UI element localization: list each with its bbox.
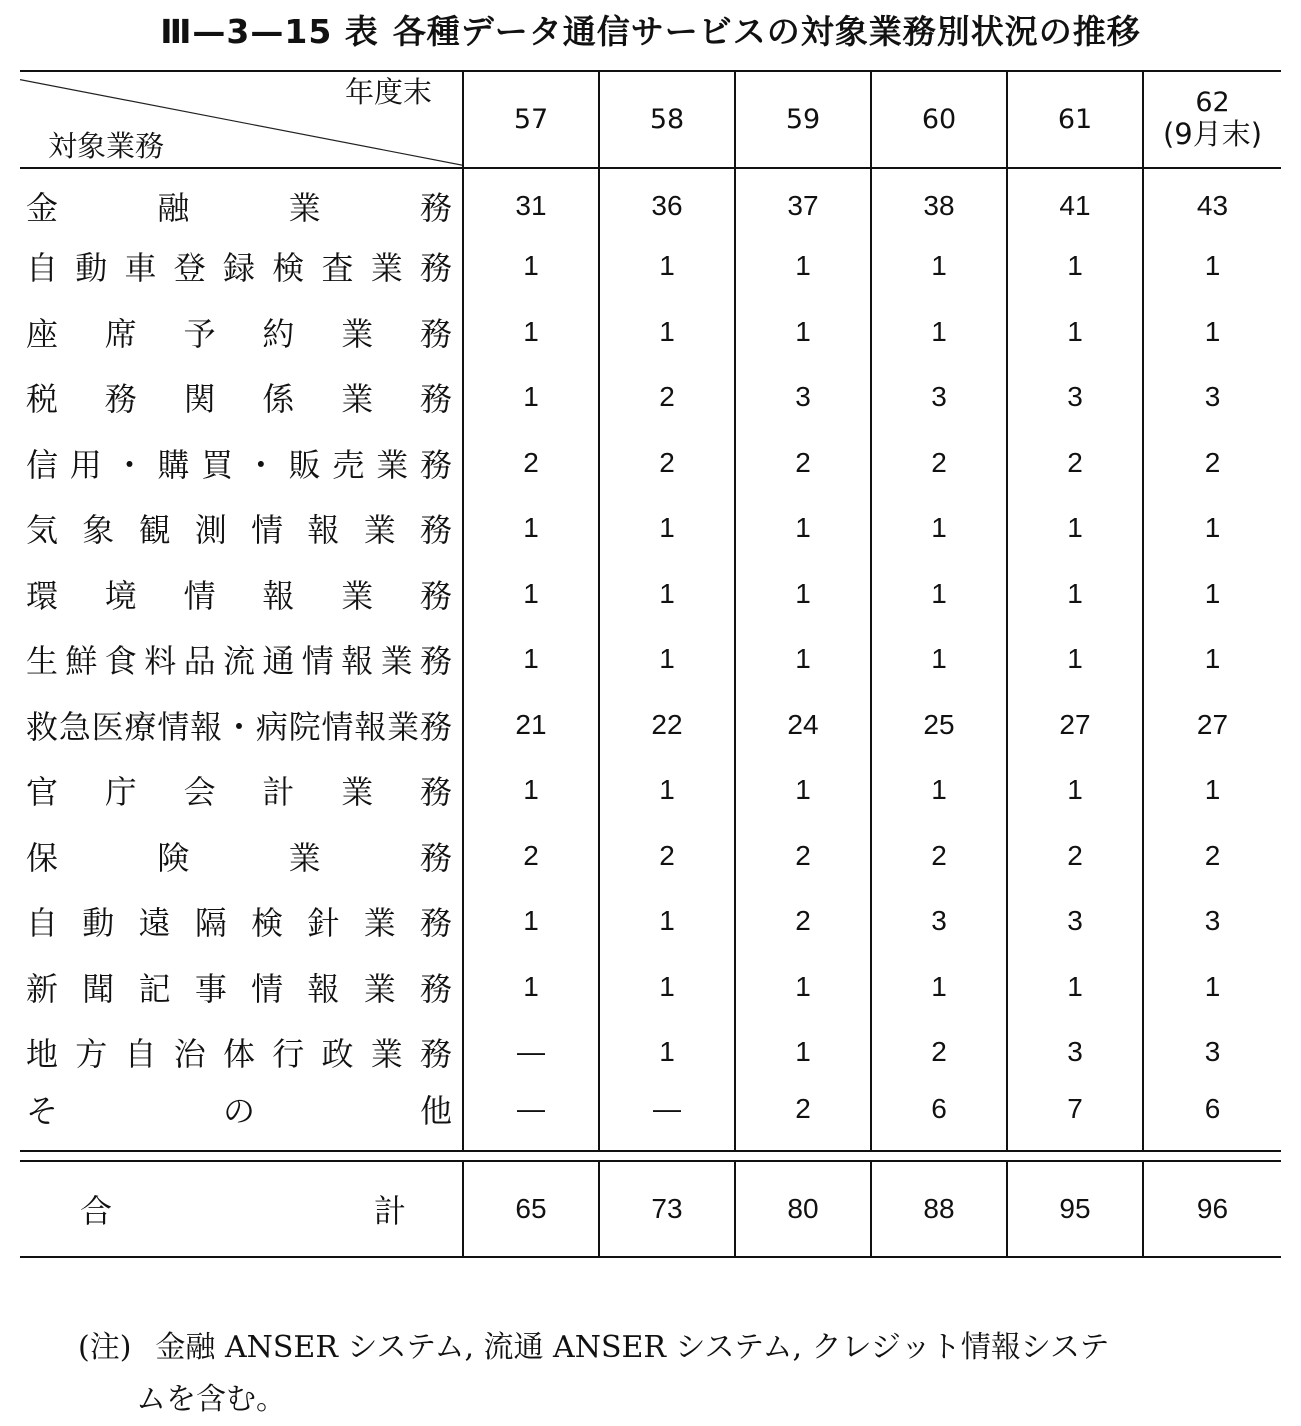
table-body bbox=[20, 168, 1281, 1161]
row-value: 1 bbox=[463, 758, 599, 824]
year-header-59: 59 bbox=[735, 71, 871, 168]
total-value: 95 bbox=[1007, 1161, 1143, 1257]
row-value: 1 bbox=[1007, 496, 1143, 562]
row-value: 38 bbox=[871, 168, 1007, 234]
row-value: 24 bbox=[735, 692, 871, 758]
row-value: 2 bbox=[1007, 823, 1143, 889]
row-value: 1 bbox=[735, 1020, 871, 1086]
row-value: 3 bbox=[871, 889, 1007, 955]
row-label: 座席予約業務 bbox=[26, 314, 452, 353]
row-value: — bbox=[599, 1085, 735, 1151]
row-value: 2 bbox=[871, 823, 1007, 889]
row-value: 1 bbox=[871, 758, 1007, 824]
row-value: 1 bbox=[1143, 561, 1281, 627]
row-value: 3 bbox=[1143, 365, 1281, 431]
row-value: 1 bbox=[1007, 299, 1143, 365]
row-label: 官庁会計業務 bbox=[26, 773, 452, 812]
footnote-line-1: 金融 ANSER システム, 流通 ANSER システム, クレジット情報システ bbox=[155, 1330, 1110, 1365]
row-value: 1 bbox=[463, 889, 599, 955]
row-value: 2 bbox=[1143, 823, 1281, 889]
total-value: 96 bbox=[1143, 1161, 1281, 1257]
row-value: 3 bbox=[1007, 889, 1143, 955]
corner-label-year-end: 年度末 bbox=[344, 75, 432, 109]
row-value: 6 bbox=[1143, 1085, 1281, 1151]
row-value: 21 bbox=[463, 692, 599, 758]
table-row bbox=[20, 365, 1281, 431]
row-value: 41 bbox=[1007, 168, 1143, 234]
row-value: 1 bbox=[1143, 496, 1281, 562]
row-value: 22 bbox=[599, 692, 735, 758]
row-value: 3 bbox=[1143, 1020, 1281, 1086]
row-value: 1 bbox=[599, 1020, 735, 1086]
row-value: 1 bbox=[735, 299, 871, 365]
footnote bbox=[78, 1322, 1288, 1426]
row-value: 1 bbox=[1007, 954, 1143, 1020]
row-label: 救急医療情報・病院情報業務 bbox=[26, 707, 452, 746]
row-label: 自動車登録検査業務 bbox=[26, 249, 452, 288]
separator-cell bbox=[20, 1151, 1281, 1161]
table-row bbox=[20, 758, 1281, 824]
row-value: 1 bbox=[871, 299, 1007, 365]
row-value: 1 bbox=[1007, 234, 1143, 300]
row-value: 2 bbox=[871, 1020, 1007, 1086]
footnote-line-2: ムを含む。 bbox=[136, 1382, 286, 1417]
row-value: 1 bbox=[1007, 627, 1143, 693]
row-value: 1 bbox=[463, 365, 599, 431]
row-value: 1 bbox=[1143, 758, 1281, 824]
table-row bbox=[20, 1020, 1281, 1086]
row-value: 2 bbox=[463, 430, 599, 496]
table-row bbox=[20, 561, 1281, 627]
row-value: 1 bbox=[463, 496, 599, 562]
total-row bbox=[20, 1161, 1281, 1257]
table-row bbox=[20, 496, 1281, 562]
table-row bbox=[20, 954, 1281, 1020]
row-label: 信用・購買・販売業務 bbox=[26, 445, 452, 484]
row-value: 2 bbox=[871, 430, 1007, 496]
row-value: 1 bbox=[463, 561, 599, 627]
row-value: 1 bbox=[599, 889, 735, 955]
row-value: 1 bbox=[463, 627, 599, 693]
table-row bbox=[20, 430, 1281, 496]
row-label: 気象観測情報業務 bbox=[26, 511, 452, 550]
row-value: 27 bbox=[1007, 692, 1143, 758]
row-value: 1 bbox=[871, 954, 1007, 1020]
row-value: 2 bbox=[599, 823, 735, 889]
total-separator bbox=[20, 1151, 1281, 1161]
row-value: 1 bbox=[1143, 234, 1281, 300]
table-row bbox=[20, 1085, 1281, 1151]
row-value: 3 bbox=[1007, 365, 1143, 431]
year-header-62 bbox=[1143, 71, 1281, 168]
row-label: 税務関係業務 bbox=[26, 380, 452, 419]
data-table bbox=[20, 70, 1281, 1258]
row-value: 1 bbox=[599, 954, 735, 1020]
year-header-61: 61 bbox=[1007, 71, 1143, 168]
table-row bbox=[20, 627, 1281, 693]
row-value: 2 bbox=[735, 889, 871, 955]
row-value: 7 bbox=[1007, 1085, 1143, 1151]
corner-header bbox=[20, 71, 463, 168]
row-value: 1 bbox=[1007, 758, 1143, 824]
row-label: 新聞記事情報業務 bbox=[26, 969, 452, 1008]
row-value: 3 bbox=[871, 365, 1007, 431]
total-value: 65 bbox=[463, 1161, 599, 1257]
row-value: 43 bbox=[1143, 168, 1281, 234]
row-value: 1 bbox=[735, 561, 871, 627]
row-value: 1 bbox=[599, 234, 735, 300]
row-value: 1 bbox=[735, 234, 871, 300]
row-value: 3 bbox=[1007, 1020, 1143, 1086]
table-row bbox=[20, 692, 1281, 758]
row-value: 1 bbox=[1007, 561, 1143, 627]
row-value: 2 bbox=[1143, 430, 1281, 496]
row-value: 1 bbox=[599, 627, 735, 693]
row-value: 1 bbox=[599, 758, 735, 824]
row-value: 2 bbox=[599, 430, 735, 496]
table-title-text: 各種データ通信サービスの対象業務別状況の推移 bbox=[392, 12, 1141, 51]
row-value: 1 bbox=[871, 234, 1007, 300]
row-value: 1 bbox=[599, 561, 735, 627]
row-value: 1 bbox=[735, 627, 871, 693]
row-value: 2 bbox=[735, 430, 871, 496]
row-value: 31 bbox=[463, 168, 599, 234]
row-value: 1 bbox=[599, 496, 735, 562]
row-value: 1 bbox=[871, 496, 1007, 562]
row-value: — bbox=[463, 1085, 599, 1151]
row-value: 1 bbox=[871, 627, 1007, 693]
total-value: 73 bbox=[599, 1161, 735, 1257]
table-row bbox=[20, 299, 1281, 365]
row-value: 3 bbox=[735, 365, 871, 431]
year-header-62-label: 62 bbox=[1195, 87, 1230, 119]
row-value: 1 bbox=[735, 758, 871, 824]
table-row bbox=[20, 889, 1281, 955]
row-label: 生鮮食料品流通情報業務 bbox=[26, 642, 452, 681]
total-value: 88 bbox=[871, 1161, 1007, 1257]
row-value: 1 bbox=[599, 299, 735, 365]
row-value: 1 bbox=[871, 561, 1007, 627]
footnote-mark: (注) bbox=[78, 1330, 132, 1365]
year-header-60: 60 bbox=[871, 71, 1007, 168]
total-label: 合計 bbox=[20, 1161, 463, 1257]
row-value: 27 bbox=[1143, 692, 1281, 758]
table-row bbox=[20, 823, 1281, 889]
row-value: 6 bbox=[871, 1085, 1007, 1151]
row-label: 地方自治体行政業務 bbox=[26, 1035, 452, 1074]
year-header-58: 58 bbox=[599, 71, 735, 168]
row-label: その他 bbox=[20, 1085, 463, 1151]
row-value: 2 bbox=[735, 823, 871, 889]
row-value: 1 bbox=[463, 234, 599, 300]
row-value: 2 bbox=[1007, 430, 1143, 496]
row-value: 1 bbox=[735, 496, 871, 562]
corner-label-business: 対象業務 bbox=[48, 128, 165, 163]
total-value: 80 bbox=[735, 1161, 871, 1257]
table-row bbox=[20, 234, 1281, 300]
row-label: 保険業務 bbox=[26, 838, 452, 877]
row-value: 2 bbox=[735, 1085, 871, 1151]
row-value: 3 bbox=[1143, 889, 1281, 955]
row-value: 1 bbox=[463, 954, 599, 1020]
row-value: 25 bbox=[871, 692, 1007, 758]
table-row bbox=[20, 168, 1281, 234]
row-label: 金融業務 bbox=[26, 189, 452, 228]
table-title bbox=[0, 6, 1301, 53]
row-label: 自動遠隔検針業務 bbox=[26, 904, 452, 943]
year-header-57: 57 bbox=[463, 71, 599, 168]
table-number: Ⅲ—3—15 表 bbox=[160, 12, 379, 51]
row-value: 1 bbox=[463, 299, 599, 365]
row-value: 1 bbox=[1143, 627, 1281, 693]
row-value: 2 bbox=[463, 823, 599, 889]
header-row bbox=[20, 71, 1281, 168]
year-header-62-note: (9月末) bbox=[1162, 117, 1263, 152]
row-value: 37 bbox=[735, 168, 871, 234]
row-value: 1 bbox=[1143, 299, 1281, 365]
row-value: — bbox=[463, 1020, 599, 1086]
row-value: 1 bbox=[735, 954, 871, 1020]
row-label: 環境情報業務 bbox=[26, 576, 452, 615]
row-value: 2 bbox=[599, 365, 735, 431]
row-value: 36 bbox=[599, 168, 735, 234]
row-value: 1 bbox=[1143, 954, 1281, 1020]
